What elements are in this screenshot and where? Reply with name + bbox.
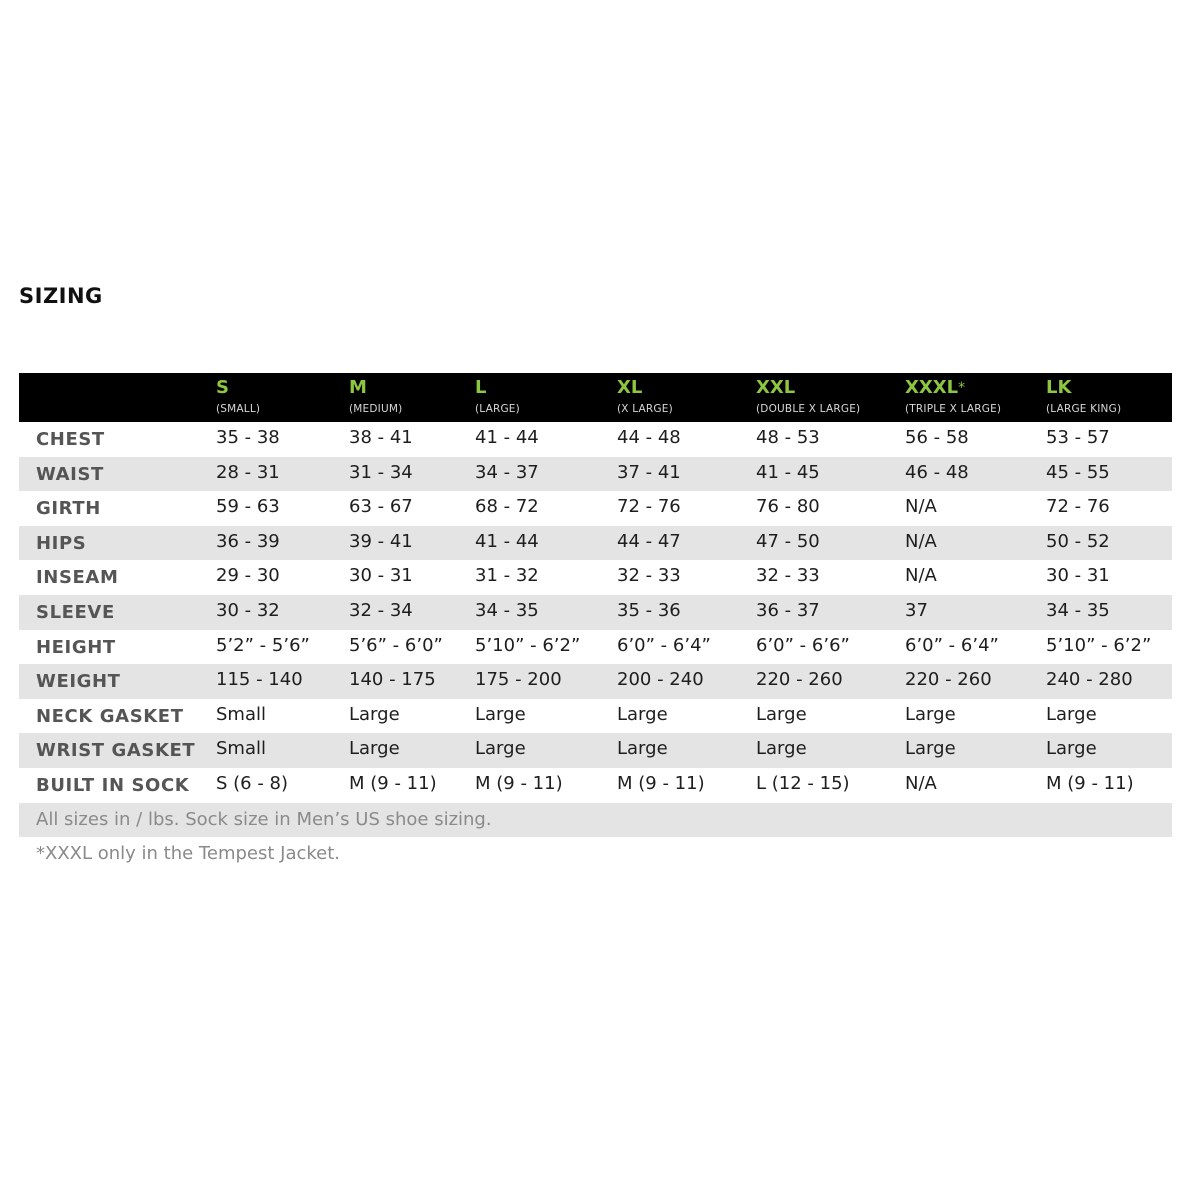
table-cell: Large	[905, 703, 956, 725]
size-name: (SMALL)	[216, 403, 261, 415]
table-cell: Large	[756, 738, 807, 760]
table-cell: 30 - 31	[349, 565, 413, 587]
table-cell: 31 - 32	[475, 565, 539, 587]
table-cell: Large	[475, 738, 526, 760]
table-cell: 30 - 31	[1046, 565, 1110, 587]
table-cell: Small	[216, 738, 266, 760]
table-cell: M (9 - 11)	[1046, 772, 1134, 794]
table-cell: 72 - 76	[1046, 496, 1110, 518]
table-cell: Large	[1046, 738, 1097, 760]
table-cell: 46 - 48	[905, 461, 969, 483]
table-cell: Large	[756, 703, 807, 725]
table-cell: 5’10” - 6’2”	[475, 634, 581, 656]
table-cell: 41 - 44	[475, 530, 539, 552]
table-cell: 5’2” - 5’6”	[216, 634, 310, 656]
table-cell: 115 - 140	[216, 669, 303, 691]
table-cell: M (9 - 11)	[617, 772, 705, 794]
row-label: HEIGHT	[36, 636, 116, 658]
table-cell: 28 - 31	[216, 461, 280, 483]
sizing-table	[19, 373, 1172, 872]
table-cell: 56 - 58	[905, 427, 969, 448]
row-label: NECK GASKET	[36, 705, 184, 727]
table-header	[19, 373, 1172, 422]
table-cell: 63 - 67	[349, 496, 413, 518]
table-cell: Large	[349, 703, 400, 725]
table-cell: 6’0” - 6’4”	[617, 634, 711, 656]
size-name: (DOUBLE X LARGE)	[756, 403, 861, 415]
table-cell: Large	[349, 738, 400, 760]
table-cell: N/A	[905, 772, 937, 794]
row-label: HIPS	[36, 532, 87, 554]
table-cell: 44 - 48	[617, 427, 681, 448]
table-row-height	[19, 630, 1172, 665]
table-cell: 240 - 280	[1046, 669, 1133, 691]
size-code: S	[216, 377, 229, 398]
table-cell: 31 - 34	[349, 461, 413, 483]
table-cell: 38 - 41	[349, 427, 413, 448]
table-cell: 5’10” - 6’2”	[1046, 634, 1152, 656]
table-cell: 48 - 53	[756, 427, 820, 448]
size-name: (X LARGE)	[617, 403, 673, 415]
row-label: INSEAM	[36, 567, 119, 589]
footnote-units: All sizes in / lbs. Sock size in Men’s US shoe sizing.	[36, 808, 492, 830]
table-cell: 39 - 41	[349, 530, 413, 552]
row-label: GIRTH	[36, 498, 101, 520]
table-row-built-in-sock	[19, 768, 1172, 803]
size-header-l	[475, 377, 520, 416]
table-cell: 140 - 175	[349, 669, 436, 691]
table-cell: 5’6” - 6’0”	[349, 634, 443, 656]
table-cell: 47 - 50	[756, 530, 820, 552]
table-cell: M (9 - 11)	[349, 772, 437, 794]
table-cell: S (6 - 8)	[216, 772, 289, 794]
table-cell: Large	[617, 703, 668, 725]
table-cell: L (12 - 15)	[756, 772, 850, 794]
table-cell: 200 - 240	[617, 669, 704, 691]
table-cell: 41 - 45	[756, 461, 820, 483]
table-cell: 32 - 33	[617, 565, 681, 587]
table-cell: N/A	[905, 565, 937, 587]
table-cell: 220 - 260	[756, 669, 843, 691]
footnote-row	[19, 837, 1172, 872]
table-row-inseam	[19, 560, 1172, 595]
table-cell: 35 - 38	[216, 427, 280, 448]
row-label: WEIGHT	[36, 671, 121, 693]
table-cell: 37	[905, 599, 928, 621]
table-cell: 59 - 63	[216, 496, 280, 518]
table-cell: 34 - 35	[475, 599, 539, 621]
table-cell: 30 - 32	[216, 599, 280, 621]
table-cell: 50 - 52	[1046, 530, 1110, 552]
table-cell: 35 - 36	[617, 599, 681, 621]
table-cell: 45 - 55	[1046, 461, 1110, 483]
table-cell: Large	[905, 738, 956, 760]
table-row-wrist-gasket	[19, 733, 1172, 768]
table-cell: 44 - 47	[617, 530, 681, 552]
size-header-m	[349, 377, 402, 416]
table-cell: 41 - 44	[475, 427, 539, 448]
table-cell: 175 - 200	[475, 669, 562, 691]
table-cell: Small	[216, 703, 266, 725]
table-cell: M (9 - 11)	[475, 772, 563, 794]
table-cell: 72 - 76	[617, 496, 681, 518]
footnote-row	[19, 803, 1172, 838]
table-row-hips	[19, 526, 1172, 561]
table-cell: 68 - 72	[475, 496, 539, 518]
footnote-xxxl: *XXXL only in the Tempest Jacket.	[36, 843, 341, 865]
size-code: L	[475, 377, 487, 398]
table-cell: 36 - 37	[756, 599, 820, 621]
table-cell: Large	[1046, 703, 1097, 725]
table-row-girth	[19, 491, 1172, 526]
row-label: WRIST GASKET	[36, 740, 196, 762]
size-code: XXXL	[905, 377, 959, 398]
size-code: XL	[617, 377, 643, 398]
table-row-waist	[19, 457, 1172, 492]
size-name: (LARGE)	[475, 403, 520, 415]
table-cell: 220 - 260	[905, 669, 992, 691]
table-cell: 32 - 33	[756, 565, 820, 587]
table-cell: 37 - 41	[617, 461, 681, 483]
size-header-xxl	[756, 377, 860, 416]
row-label: SLEEVE	[36, 601, 115, 623]
row-label: CHEST	[36, 429, 105, 450]
table-cell: 32 - 34	[349, 599, 413, 621]
size-name: (TRIPLE X LARGE)	[905, 403, 1002, 415]
table-cell: 34 - 37	[475, 461, 539, 483]
size-code: M	[349, 377, 367, 398]
table-cell: 36 - 39	[216, 530, 280, 552]
table-cell: N/A	[905, 530, 937, 552]
size-header-lk	[1046, 377, 1121, 416]
table-row-weight	[19, 664, 1172, 699]
table-cell: Large	[617, 738, 668, 760]
table-cell: 6’0” - 6’6”	[756, 634, 850, 656]
size-name: (MEDIUM)	[349, 403, 403, 415]
size-header-s	[216, 377, 260, 416]
size-name: (LARGE KING)	[1046, 403, 1122, 415]
table-cell: 53 - 57	[1046, 427, 1110, 448]
table-row-neck-gasket	[19, 699, 1172, 734]
table-cell: 76 - 80	[756, 496, 820, 518]
table-cell: 29 - 30	[216, 565, 280, 587]
table-row-sleeve	[19, 595, 1172, 630]
table-cell: 6’0” - 6’4”	[905, 634, 999, 656]
table-cell: Large	[475, 703, 526, 725]
table-cell: N/A	[905, 496, 937, 518]
size-header-xxxl: XXXL* (TRIPLE X LARGE)	[905, 377, 1002, 415]
row-label: WAIST	[36, 463, 104, 485]
size-code: LK	[1046, 377, 1072, 398]
page-title: SIZING	[19, 284, 103, 308]
table-cell: 34 - 35	[1046, 599, 1110, 621]
row-label: BUILT IN SOCK	[36, 774, 190, 796]
table-row-chest	[19, 422, 1172, 457]
size-header-xl	[617, 377, 673, 416]
size-code: XXL	[756, 377, 796, 398]
